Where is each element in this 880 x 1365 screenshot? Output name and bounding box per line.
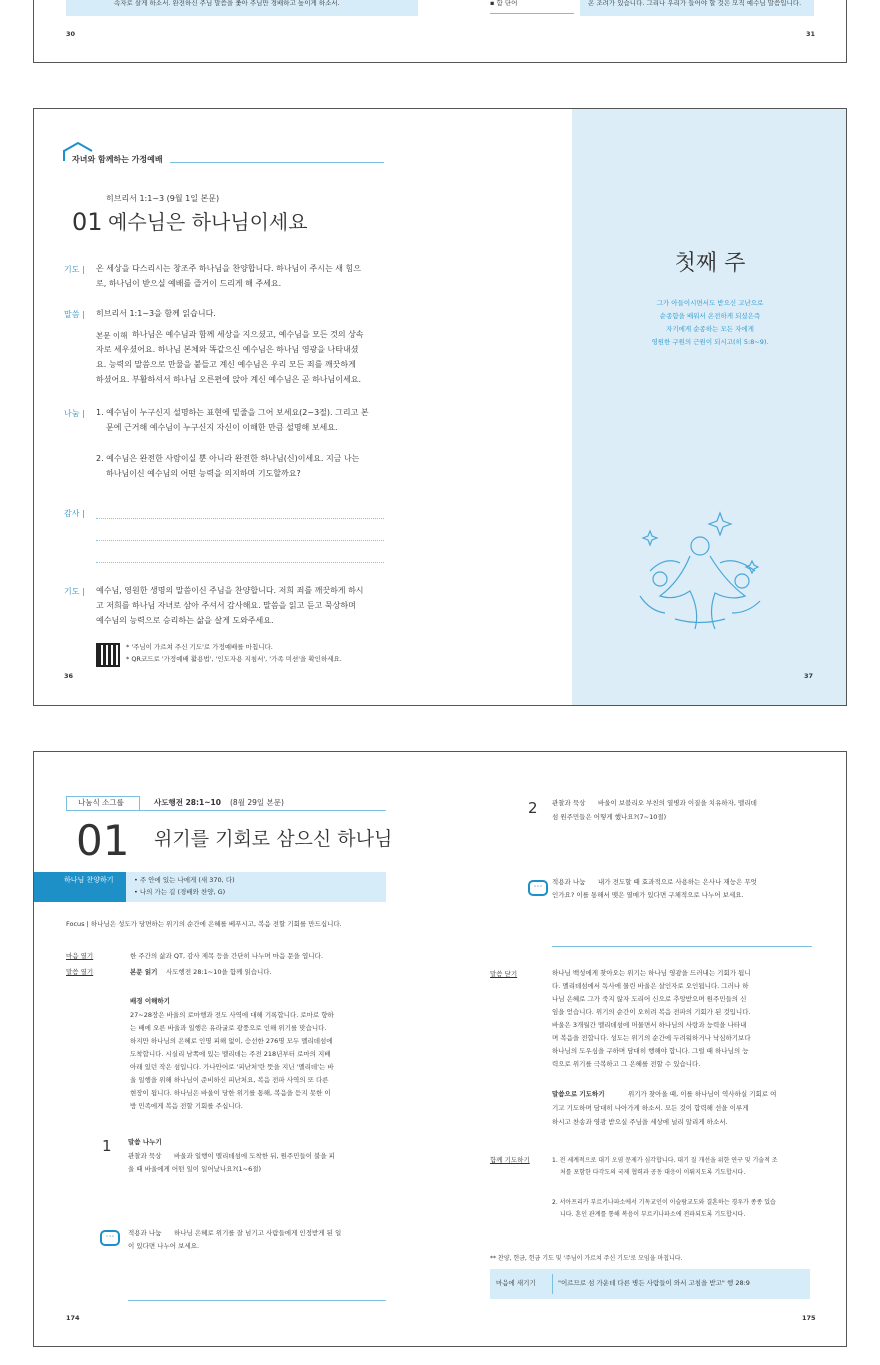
- scripture-ref: 사도행전 28:1~10: [154, 798, 221, 807]
- prayer-line-1: 위기가 찾아올 때, 이를 하나님이 역사하실 기회로 여: [628, 1090, 777, 1098]
- qr-note-1: * '주님이 가르쳐 주신 기도'로 가정예배를 마칩니다.: [126, 643, 273, 651]
- thanks-label: 감사 |: [64, 509, 85, 518]
- right-label: ▪ 함 단어: [490, 0, 518, 7]
- verse-line-4: 영원한 구원의 근원이 되시고(히 5:8~9).: [651, 338, 769, 346]
- apply-1-lead: 적용과 나눔: [128, 1229, 162, 1237]
- share-label: 나눔 |: [64, 409, 85, 418]
- right-page: [572, 109, 847, 705]
- close-line: 며 복음을 전합니다. 성도는 위기의 순간에 두려워하거나 낙심하기보다: [552, 1034, 751, 1042]
- page-number-right: 37: [804, 672, 814, 680]
- share-q1-line-2: 문에 근거해 예수님이 누구신지 자신이 이해한 만큼 설명해 보세요.: [106, 423, 338, 432]
- background-line: 하지만 하나님의 은혜로 인명 피해 없이, 승선한 276명 모두 멜리데섬에: [130, 1037, 333, 1045]
- memory-text: "이르므로 섬 가운데 다른 병든 사람들이 와서 고침을 받고" 행 28:9: [558, 1279, 750, 1287]
- scripture-date: (8월 29일 본문): [230, 798, 284, 807]
- read-lead: 본문 읽기: [130, 968, 158, 976]
- page-number-left: 36: [64, 672, 74, 680]
- focus: Focus | 하나님은 성도가 당면하는 위기의 순간에 은혜를 베푸시고, 복음 전할 기회를 만드십니다.: [66, 920, 342, 928]
- together-2-line-2: 니다. 혼인 관계를 통해 복음이 부르키나파소에 전파되도록 기도합시다.: [560, 1211, 746, 1218]
- question-2-lead: 관찰과 묵상: [552, 799, 586, 807]
- open-text: 한 주간의 삶과 QT, 감사 제목 등을 간단히 나누며 마음 문을 엽니다.: [130, 952, 323, 960]
- close-line: 력으로 위기를 극복하고 그 은혜를 전할 수 있습니다.: [552, 1060, 701, 1068]
- question-1-line-1: 바울과 일행이 멜리데섬에 도착한 뒤, 원주민들이 불을 피: [174, 1152, 335, 1160]
- prayer-line-3: 하시고 찬송과 영광 받으실 주님을 세상에 널리 알리게 하소서.: [552, 1118, 728, 1126]
- word-line-3: 요. 능력의 말씀으로 만물을 붙들고 계신 예수님은 우리 모든 죄를 깨끗하게: [96, 360, 356, 369]
- word-line-1: 하나님은 예수님과 함께 세상을 지으셨고, 예수님을 모든 것의 상속: [132, 330, 364, 339]
- spread-top: [33, 0, 847, 63]
- prayer-line-2: 로, 하나님이 받으실 예배를 즐거이 드리게 해 주세요.: [96, 279, 282, 288]
- closing-prayer-line-2: 고 저희를 하나님 자녀로 삼아 주셔서 감사해요. 말씀을 읽고 듣고 묵상하며: [96, 601, 356, 610]
- prayer-lead: 말씀으로 기도하기: [552, 1090, 605, 1098]
- read-label: 말씀 열기: [66, 968, 94, 976]
- read-text: 사도행전 28:1~10을 함께 읽습니다.: [166, 968, 272, 976]
- question-2-number: 2: [528, 799, 538, 817]
- verse-line-3: 자기에게 순종하는 모든 자에게: [666, 325, 754, 333]
- word-label: 말씀 |: [64, 310, 85, 319]
- verse-line-1: 그가 아들이시면서도 받으신 고난으로: [656, 299, 764, 307]
- apply-2-line-1: 내가 전도할 때 효과적으로 사용하는 은사나 재능은 무엇: [598, 878, 757, 886]
- close-line: 하나님 백성에게 찾아오는 위기는 하나님 영광을 드러내는 기회가 됩니: [552, 969, 751, 977]
- page-number-left: 174: [66, 1314, 80, 1322]
- apply-1-line-2: 이 있다면 나누어 보세요.: [128, 1242, 200, 1250]
- together-1-line-2: 처를 포함한 다각도의 국제 협력과 공동 대응이 이뤄지도록 기도합시다.: [560, 1169, 746, 1176]
- background-line: 는 배에 오른 바울과 일행은 유라굴로 광풍으로 인해 위기를 맞습니다.: [130, 1024, 327, 1032]
- left-page: [34, 109, 572, 705]
- close-label: 말씀 닫기: [490, 970, 518, 978]
- thanks-line-1[interactable]: [96, 518, 384, 519]
- closing-prayer-label: 기도 |: [64, 587, 85, 596]
- apply-1-line-1: 하나님 은혜로 위기를 잘 넘기고 사람들에게 인정받게 된 일: [174, 1229, 342, 1237]
- thanks-line-3[interactable]: [96, 562, 384, 563]
- qr-code[interactable]: [96, 643, 120, 667]
- footnote: ** 찬양, 헌금, 헌금 기도 및 '주님이 가르쳐 주신 기도'로 모임을 마칩니다.: [490, 1255, 683, 1262]
- question-1-title: 말씀 나누기: [128, 1138, 162, 1146]
- right-note-box: [580, 0, 814, 16]
- week-title: 첫째 주: [674, 251, 746, 276]
- page-number-left: 30: [66, 30, 76, 38]
- share-q2-line-2: 하나님이신 예수님의 어떤 능력을 의지하며 기도할까요?: [106, 469, 301, 478]
- closing-prayer-line-3: 예수님의 능력으로 승리하는 삶을 살게 도와주세요.: [96, 616, 274, 625]
- share-q1-line-1: 1. 예수님이 누구신지 설명하는 표현에 밑줄을 그어 보세요(2~3절). 그리고 본: [96, 408, 369, 417]
- background-text: [130, 1009, 386, 1113]
- question-2-line-2: 섬 원주민들은 어떻게 했나요?(7~10절): [552, 813, 667, 821]
- share-q2-line-1: 2. 예수님은 완전한 사람이실 뿐 아니라 완전한 하나님(신)이세요. 지금 나는: [96, 454, 360, 463]
- word-line-4: 하셨어요. 부활하셔서 하나님 오른편에 앉아 계신 예수님은 곧 하나님이세요.: [96, 375, 361, 384]
- apply-2-lead: 적용과 나눔: [552, 878, 586, 886]
- background-line: 방 민족에게 복음 전할 기회를 주십니다.: [130, 1102, 243, 1110]
- question-2-line-1: 바울이 보블리오 부친의 열병과 이질을 치유하자, 멜리데: [598, 799, 757, 807]
- close-line: 임을 얻습니다. 위기의 순간이 오히려 복음 전파의 기회가 된 것입니다.: [552, 1008, 751, 1016]
- prayer-line-1: 온 세상을 다스리시는 창조주 하나님을 찬양합니다. 하나님이 주시는 새 힘으: [96, 264, 361, 273]
- praise-item-2: • 나의 가는 길 (경배와 찬양, G): [134, 888, 226, 896]
- background-line: 도착합니다. 시실리 남쪽에 있는 멜리데는 주전 218년부터 로마의 지배: [130, 1050, 331, 1058]
- background-line: 아래 있던 작은 섬입니다. 가나안어로 '피난처'란 뜻을 지닌 '멜리데'는 바: [130, 1063, 334, 1071]
- together-label: 함께 기도하기: [490, 1156, 530, 1164]
- left-note: 속자로 살게 하소서. 완전하신 주님 말씀을 좇아 주님만 경배하고 높이게 하소서.: [114, 0, 340, 7]
- background-line: 27~28장은 바울의 로마행과 전도 사역에 대해 기록합니다. 로마로 향하: [130, 1011, 334, 1019]
- spread-small-group: [33, 751, 847, 1347]
- close-text: [552, 967, 814, 1071]
- spread-family-worship: [33, 108, 847, 706]
- section-title: 자녀와 함께하는 가정예배: [72, 155, 163, 164]
- close-line: 나님 은혜로 그가 죽지 않자 도리어 신으로 추앙받으며 원주민들의 신: [552, 995, 747, 1003]
- background-title: 배경 이해하기: [130, 997, 170, 1005]
- scripture-ref: 히브리서 1:1~3 (9월 1일 본문): [106, 194, 220, 203]
- right-note: 온 조려가 있습니다. 그리나 우리가 들어야 할 것은 모직 예수님 말씀입니다.: [588, 0, 802, 7]
- apply-2-line-2: 인가요? 이를 통해서 맺은 열매가 있다면 구체적으로 나누어 보세요.: [552, 891, 744, 899]
- word-intro: 히브리서 1:1~3을 함께 읽습니다.: [96, 309, 216, 318]
- prayer-line-2: 기고 기도하며 담대히 나아가게 하소서. 모든 것이 합력해 선을 이루게: [552, 1104, 749, 1112]
- lesson-title: 예수님은 하나님이세요: [108, 210, 308, 234]
- open-label: 마음 열기: [66, 952, 94, 960]
- lesson-number: 01: [76, 816, 130, 865]
- close-line: 하나님의 도우심을 구하며 담대히 행해야 합니다. 그럴 때 하나님의 능: [552, 1047, 749, 1055]
- together-1-line-1: 1. 전 세계적으로 대기 오염 문제가 심각합니다. 대기 질 개선을 위한 연구 및 기술적 조: [552, 1157, 778, 1164]
- background-line: 현장이 됩니다. 하나님은 바울이 당한 위기를 통해, 복음을 듣지 못한 이: [130, 1089, 331, 1097]
- verse-line-2: 순종함을 배워서 온전하게 되셨은즉: [659, 312, 761, 320]
- lesson-title: 위기를 기회로 삼으신 하나님: [154, 828, 393, 850]
- question-1-line-2: 울 때 바울에게 어떤 일이 일어났나요?(1~6절): [128, 1165, 262, 1173]
- close-line: 다. 멜리데섬에서 독사에 물린 바울은 살인자로 오인됩니다. 그러나 하: [552, 982, 749, 990]
- chat-bubble-icon: ⋯: [528, 880, 548, 896]
- group-tag: 나눔식 소그룹: [78, 798, 124, 807]
- jesus-with-children-illustration: [620, 501, 770, 637]
- page-number-right: 175: [802, 1314, 816, 1322]
- close-line: 바울은 3개월간 멜리데섬에 머물면서 하나님의 사랑과 능력을 나타내: [552, 1021, 747, 1029]
- page-number-right: 31: [806, 30, 816, 38]
- closing-prayer-line-1: 예수님, 영원한 생명의 말씀이신 주님을 찬양합니다. 저희 죄를 깨끗하게 하시: [96, 586, 364, 595]
- chat-bubble-icon: ⋯: [100, 1230, 120, 1246]
- verse: [572, 297, 847, 349]
- left-note-box: [66, 0, 418, 16]
- background-line: 울 일행을 위해 하나님이 준비하신 피난처요, 복음 전파 사역의 또 다른: [130, 1076, 329, 1084]
- lesson-number: 01: [72, 208, 103, 236]
- word-line-2: 자로 세우셨어요. 하나님 본체와 똑같으신 예수님은 하나님 영광을 나타내셨: [96, 345, 359, 354]
- qr-note-2: * QR코드로 '가정예배 활용법', '인도자용 지침서', '가족 미션'을 확인하세요.: [126, 655, 342, 663]
- prayer-label: 기도 |: [64, 265, 85, 274]
- praise-item-1: • 주 안에 있는 나에게 (새 370, 다): [134, 876, 235, 884]
- question-1-lead: 관찰과 묵상: [128, 1152, 162, 1160]
- thanks-line-2[interactable]: [96, 540, 384, 541]
- question-1-number: 1: [102, 1137, 112, 1155]
- word-lead: 본문 이해: [96, 331, 128, 340]
- praise-label: 하나님 찬양하기: [64, 876, 114, 884]
- memory-label: 마음에 새기기: [496, 1279, 536, 1287]
- together-2-line-1: 2. 서아프리카 부르키나파소에서 기독교인이 이슬람교도와 결혼하는 경우가 종종 있습: [552, 1199, 776, 1206]
